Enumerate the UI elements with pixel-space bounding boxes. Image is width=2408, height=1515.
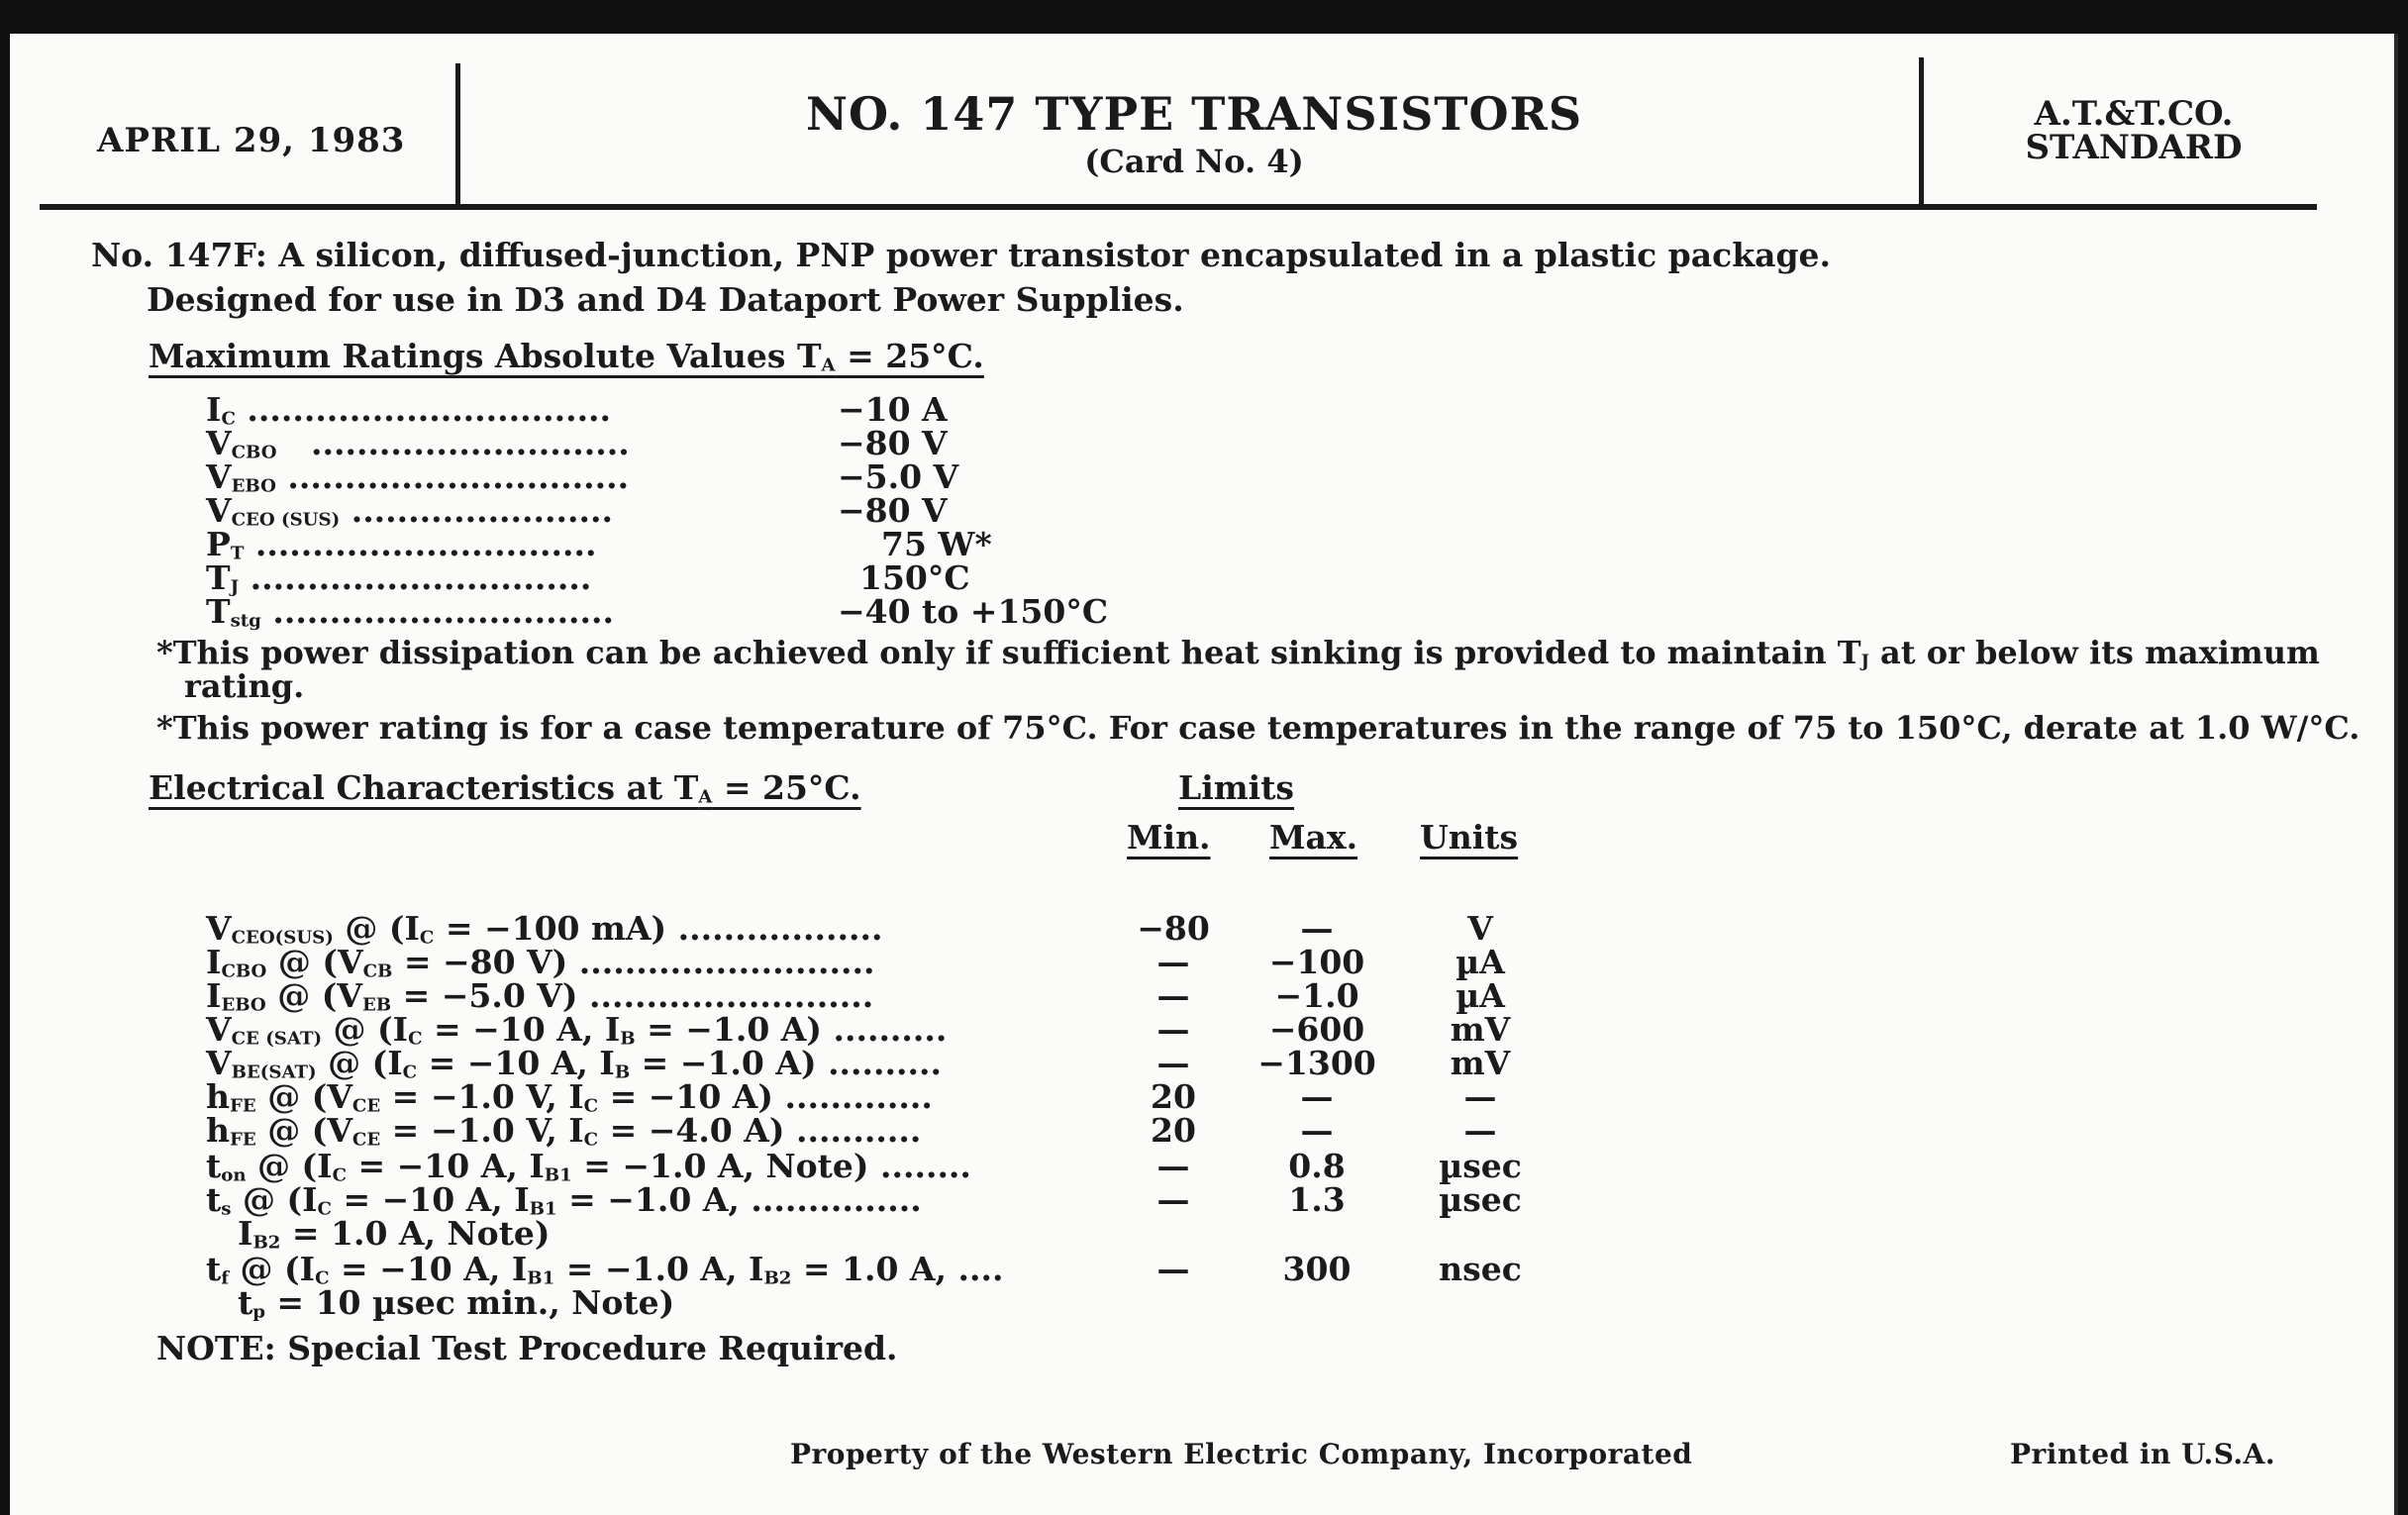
limit-units: mV (1450, 1044, 1511, 1082)
param-subscript: on (221, 1164, 247, 1186)
characteristic-parameter: $I_{B2} = 1.0$ A, Note) (238, 1214, 551, 1254)
limit-min: — (1156, 976, 1190, 1015)
param-subscript: s (221, 1198, 232, 1220)
limit-max: −100 (1268, 943, 1365, 981)
characteristic-parameter: $t_f$ @ ($I_C = -10$ A, $I_{B1} = -1.0$ A, $I_{B2} = 1.0$ A, .... (206, 1250, 1004, 1289)
leader-dots: ............. (773, 1077, 933, 1116)
param-subscript: BE(SAT) (231, 1061, 317, 1083)
limit-units: — (1463, 1111, 1497, 1150)
leader-dots: .......... (816, 1044, 942, 1082)
characteristic-parameter: $t_s$ @ ($I_C = -10$ A, $I_{B1} = -1.0$ A, ............... (206, 1180, 922, 1220)
param-subscript: EBO (221, 994, 266, 1016)
limit-min: 20 (1151, 1077, 1196, 1116)
limit-max: 0.8 (1288, 1147, 1346, 1185)
limits-label: Limits (1178, 768, 1295, 807)
symbol-subscript: CEO (231, 509, 275, 531)
param-subscript: EB (361, 994, 392, 1016)
leader-dots: .............................. (254, 525, 597, 563)
limit-max: −1.0 (1274, 976, 1359, 1015)
heading-text: Maximum Ratings Absolute Values T (149, 337, 822, 375)
param-subscript: CE (351, 1129, 381, 1151)
symbol: I (206, 390, 222, 429)
max-ratings-heading (149, 337, 984, 376)
limit-min: — (1156, 1147, 1190, 1185)
param-subscript: B2 (252, 1232, 281, 1254)
symbol: T (206, 558, 231, 597)
limit-min: — (1156, 1044, 1190, 1082)
param-subscript: CE (351, 1095, 381, 1117)
electrical-heading (149, 768, 861, 808)
characteristic-parameter: $t_{on}$ @ ($I_C = -10$ A, $I_{B1} = -1.0$ A, Note) ........ (206, 1147, 971, 1186)
card-edge (2394, 34, 2398, 1515)
standard-label (1931, 94, 2337, 167)
symbol-subscript: J (230, 576, 240, 598)
param-subscript: B1 (544, 1164, 572, 1186)
page-title: NO. 147 TYPE TRANSISTORS (805, 87, 1583, 141)
limit-max: — (1300, 1111, 1334, 1150)
limit-units: µsec (1439, 1180, 1522, 1219)
limit-max: — (1300, 1077, 1334, 1116)
symbol-suffix: (SUS) (274, 509, 341, 531)
leader-dots: ............................ (311, 424, 630, 462)
characteristic-parameter: $h_{FE}$ @ ($V_{CE} = -1.0$ V, $I_C = -4.0$ A) ........... (206, 1111, 922, 1151)
param-subscript: CE (SAT) (231, 1028, 323, 1050)
param-subscript: CBO (221, 960, 267, 982)
rating-row (206, 592, 614, 632)
param-subscript: B (620, 1028, 636, 1050)
note-subscript: J (1860, 651, 1869, 672)
printed-in: Printed in U.S.A. (2010, 1438, 2276, 1470)
symbol-subscript: EBO (231, 475, 276, 497)
leader-dots: .............................. (272, 592, 615, 631)
note-text-end: at or below its maximum (1868, 634, 2320, 671)
footnote-dissipation-cont: rating. (184, 667, 305, 705)
characteristic-parameter: $V_{CE (SAT)}$ @ ($I_C = -10$ A, $I_B = -1.0$ A) .......... (206, 1010, 948, 1050)
symbol-subscript: C (221, 408, 236, 430)
property-notice: Property of the Western Electric Company, Incorporated (790, 1438, 1693, 1470)
leader-dots: ................................ (247, 390, 612, 429)
param-subscript: B1 (529, 1198, 557, 1220)
limit-units: µsec (1439, 1147, 1522, 1185)
rating-value: −80 V (838, 424, 948, 462)
leader-dots: ......................... (577, 976, 874, 1015)
reference-card (10, 34, 2396, 1515)
heading-subscript: A (698, 786, 713, 808)
param-subscript: FE (230, 1129, 256, 1151)
note-text: *This power dissipation can be achieved only if sufficient heat sinking is provided to maintain T (156, 634, 1861, 671)
footnote-dissipation (156, 634, 2320, 672)
header-divider-left (455, 63, 460, 208)
leader-dots: .... (947, 1250, 1004, 1288)
param-subscript: C (419, 927, 435, 949)
leader-dots: ....................... (351, 491, 613, 530)
heading-text: Electrical Characteristics at T (149, 768, 699, 807)
characteristic-parameter: $V_{BE(SAT)}$ @ ($I_C = -10$ A, $I_B = -1.0$ A) .......... (206, 1044, 942, 1083)
leader-dots: .................. (666, 909, 883, 948)
symbol-subscript: T (230, 543, 245, 564)
symbol-subscript: stg (230, 610, 261, 632)
limit-min: — (1156, 1010, 1190, 1049)
test-procedure-note: NOTE: Special Test Procedure Required. (156, 1329, 898, 1367)
param-subscript: f (221, 1267, 230, 1289)
issue-date: APRIL 29, 1983 (97, 121, 406, 160)
param-subscript: C (408, 1028, 423, 1050)
limit-min: — (1156, 1250, 1190, 1288)
param-subscript: C (402, 1061, 418, 1083)
symbol: V (206, 424, 232, 462)
symbol-subscript: CBO (231, 442, 277, 463)
limit-units: µA (1455, 976, 1505, 1015)
param-subscript: C (332, 1164, 348, 1186)
symbol: V (206, 457, 232, 496)
symbol: T (206, 592, 231, 631)
heading-text-end: = 25°C. (835, 337, 984, 375)
limit-max: −600 (1268, 1010, 1365, 1049)
limit-max: 300 (1282, 1250, 1352, 1288)
param-subscript: C (583, 1129, 599, 1151)
limit-units: nsec (1439, 1250, 1522, 1288)
param-subscript: B2 (763, 1267, 792, 1289)
param-subscript: FE (230, 1095, 256, 1117)
characteristic-parameter: $I_{CBO}$ @ ($V_{CB} = -80$ V) .......................... (206, 943, 875, 982)
param-subscript: B (614, 1061, 631, 1083)
leader-dots: .............................. (287, 457, 630, 496)
heading-text-end: = 25°C. (712, 768, 861, 807)
card-number: (Card No. 4) (1084, 143, 1304, 180)
limit-max: 1.3 (1288, 1180, 1346, 1219)
leader-dots: ........... (784, 1111, 922, 1150)
symbol: P (206, 525, 231, 563)
limit-min: −80 (1137, 909, 1210, 948)
param-subscript: C (317, 1198, 332, 1220)
header-divider-right (1919, 57, 1924, 208)
param-subscript: CEO(SUS) (231, 927, 334, 949)
standard-line-2: STANDARD (2025, 128, 2243, 167)
param-subscript: p (252, 1301, 265, 1323)
column-header-max: Max. (1269, 818, 1358, 857)
limit-min: 20 (1151, 1111, 1196, 1150)
header-rule (40, 204, 2317, 210)
rating-value: −80 V (838, 491, 948, 530)
leader-dots: .......... (822, 1010, 948, 1049)
param-subscript: B1 (527, 1267, 555, 1289)
heading-subscript: A (821, 354, 836, 376)
symbol: V (206, 491, 232, 530)
leader-dots: ............... (739, 1180, 922, 1219)
limit-units: µA (1455, 943, 1505, 981)
column-header-min: Min. (1127, 818, 1211, 857)
limit-units: — (1463, 1077, 1497, 1116)
rating-value: −10 A (838, 390, 948, 429)
param-subscript: C (583, 1095, 599, 1117)
param-subscript: CB (362, 960, 393, 982)
limit-units: V (1467, 909, 1493, 948)
characteristic-parameter: $V_{CEO(SUS)}$ @ ($I_C = -100$ mA) .................. (206, 909, 883, 949)
rating-value: −40 to +150°C (838, 592, 1109, 631)
limit-min: — (1156, 1180, 1190, 1219)
characteristic-parameter: $h_{FE}$ @ ($V_{CE} = -1.0$ V, $I_C = -10$ A) ............. (206, 1077, 933, 1117)
param-subscript: C (315, 1267, 330, 1289)
limit-units: mV (1450, 1010, 1511, 1049)
rating-value: −5.0 V (838, 457, 959, 496)
limit-max: −1300 (1257, 1044, 1376, 1082)
intro-line-1: No. 147F: A silicon, diffused-junction, PNP power transistor encapsulated in a plastic package. (91, 236, 1832, 274)
characteristic-parameter: $t_p = 10$ µsec min., Note) (238, 1283, 675, 1323)
standard-line-1: A.T.&T.CO. (2034, 94, 2234, 134)
limit-max: — (1300, 909, 1334, 948)
leader-dots: .............................. (250, 558, 592, 597)
leader-dots: ........ (868, 1147, 971, 1185)
rating-value: 150°C (859, 558, 970, 597)
characteristic-parameter: $I_{EBO}$ @ ($V_{EB} = -5.0$ V) ......................... (206, 976, 874, 1016)
column-header-units: Units (1420, 818, 1519, 857)
footnote-power-rating: *This power rating is for a case temperature of 75°C. For case temperatures in the range of 75 to 150°C, derate at 1.0 W/°C. (156, 709, 2360, 747)
rating-value: 75 W* (881, 525, 992, 563)
leader-dots: .......................... (567, 943, 875, 981)
intro-line-2: Designed for use in D3 and D4 Dataport Power Supplies. (147, 280, 1184, 319)
limit-min: — (1156, 943, 1190, 981)
